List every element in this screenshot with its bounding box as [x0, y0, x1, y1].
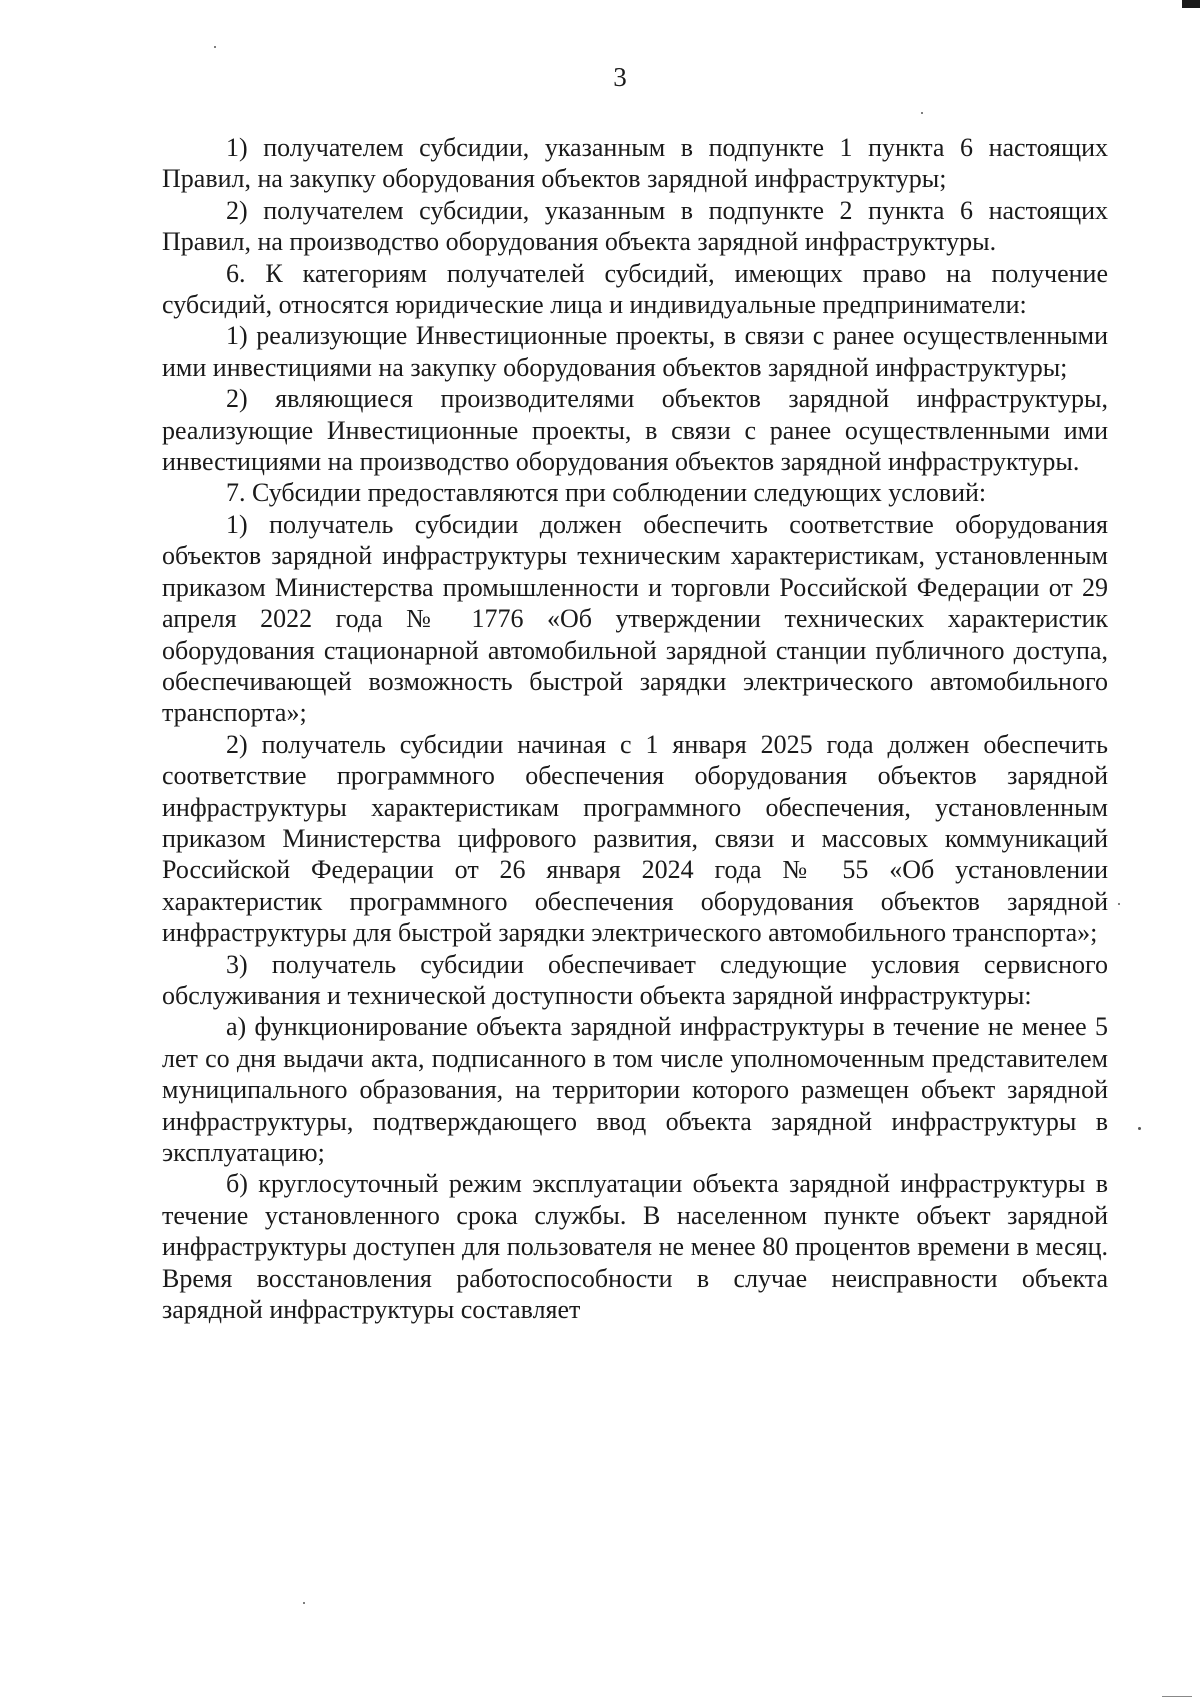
- paragraph-7-3-a: а) функционирование объекта зарядной инфраструктуры в течение не менее 5 лет со дня выдачи акта, подписанного в том числе уполномоченным представителем муниципального образования, на территории которого размещен объект зарядной инфраструктуры, подтверждающего ввод объекта зарядной инфраструктуры в эксплуатацию;: [162, 1012, 1108, 1167]
- paragraph-5-1: 1) получателем субсидии, указанным в подпункте 1 пункта 6 настоящих Правил, на закупку оборудования объектов зарядной инфраструктуры;: [162, 133, 1108, 194]
- scan-speck: [921, 112, 923, 114]
- paragraph-6: 6. К категориям получателей субсидий, имеющих право на получение субсидий, относятся юридические лица и индивидуальные предприниматели:: [162, 258, 1108, 320]
- paragraph-7: 7. Субсидии предоставляются при соблюдении следующих условий:: [226, 478, 987, 508]
- paragraph-7-2: 2) получатель субсидии начиная с 1 января 2025 года должен обеспечить соответствие программного обеспечения оборудования объектов зарядной инфраструктуры характеристикам программного обеспечения, установленным приказом Министерства цифрового развития, связи и массовых коммуникаций Российской Федерации от 26 января 2024 года № 55 «Об установлении характеристик программного обеспечения оборудования объектов зарядной инфраструктуры для быстрой зарядки электрического автомобильного транспорта»;: [162, 729, 1108, 948]
- scan-edge-mark: [1182, 0, 1200, 8]
- paragraph-6-1: 1) реализующие Инвестиционные проекты, в связи с ранее осуществленными ими инвестициями на закупку оборудования объектов зарядной инфраструктуры;: [162, 321, 1108, 382]
- paragraph-5-2: 2) получателем субсидии, указанным в подпункте 2 пункта 6 настоящих Правил, на производство оборудования объекта зарядной инфраструктуры.: [162, 195, 1108, 257]
- scan-speck: [214, 46, 216, 48]
- scan-speck: [1118, 903, 1120, 905]
- paragraph-6-2: 2) являющиеся производителями объектов зарядной инфраструктуры, реализующие Инвестиционные проекты, в связи с ранее осуществленными ими инвестициями на производство оборудования объектов зарядной инфраструктуры.: [162, 384, 1108, 477]
- paragraph-7-3-b: б) круглосуточный режим эксплуатации объекта зарядной инфраструктуры в течение установленного срока службы. В населенном пункте объект зарядной инфраструктуры доступен для пользователя не менее 80 процентов времени в месяц. Время восстановления работоспособности в случае неисправности объекта зарядной инфраструктуры составляет: [162, 1169, 1108, 1325]
- scan-edge-line: [1162, 1696, 1192, 1697]
- paragraph-7-1: 1) получатель субсидии должен обеспечить соответствие оборудования объектов зарядной инфраструктуры техническим характеристикам, установленным приказом Министерства промышленности и торговли Российской Федерации от 29 апреля 2022 года № 1776 «Об утверждении технических характеристик оборудования стационарной автомобильной зарядной станции публичного доступа, обеспечивающей возможность быстрой зарядки электрического автомобильного транспорта»;: [162, 509, 1108, 728]
- scan-speck: [1138, 1127, 1141, 1130]
- scan-speck: [303, 1602, 305, 1604]
- document-body: [162, 132, 1108, 1325]
- page-number: 3: [613, 62, 627, 92]
- paragraph-7-3: 3) получатель субсидии обеспечивает следующие условия сервисного обслуживания и технической доступности объекта зарядной инфраструктуры:: [162, 949, 1108, 1010]
